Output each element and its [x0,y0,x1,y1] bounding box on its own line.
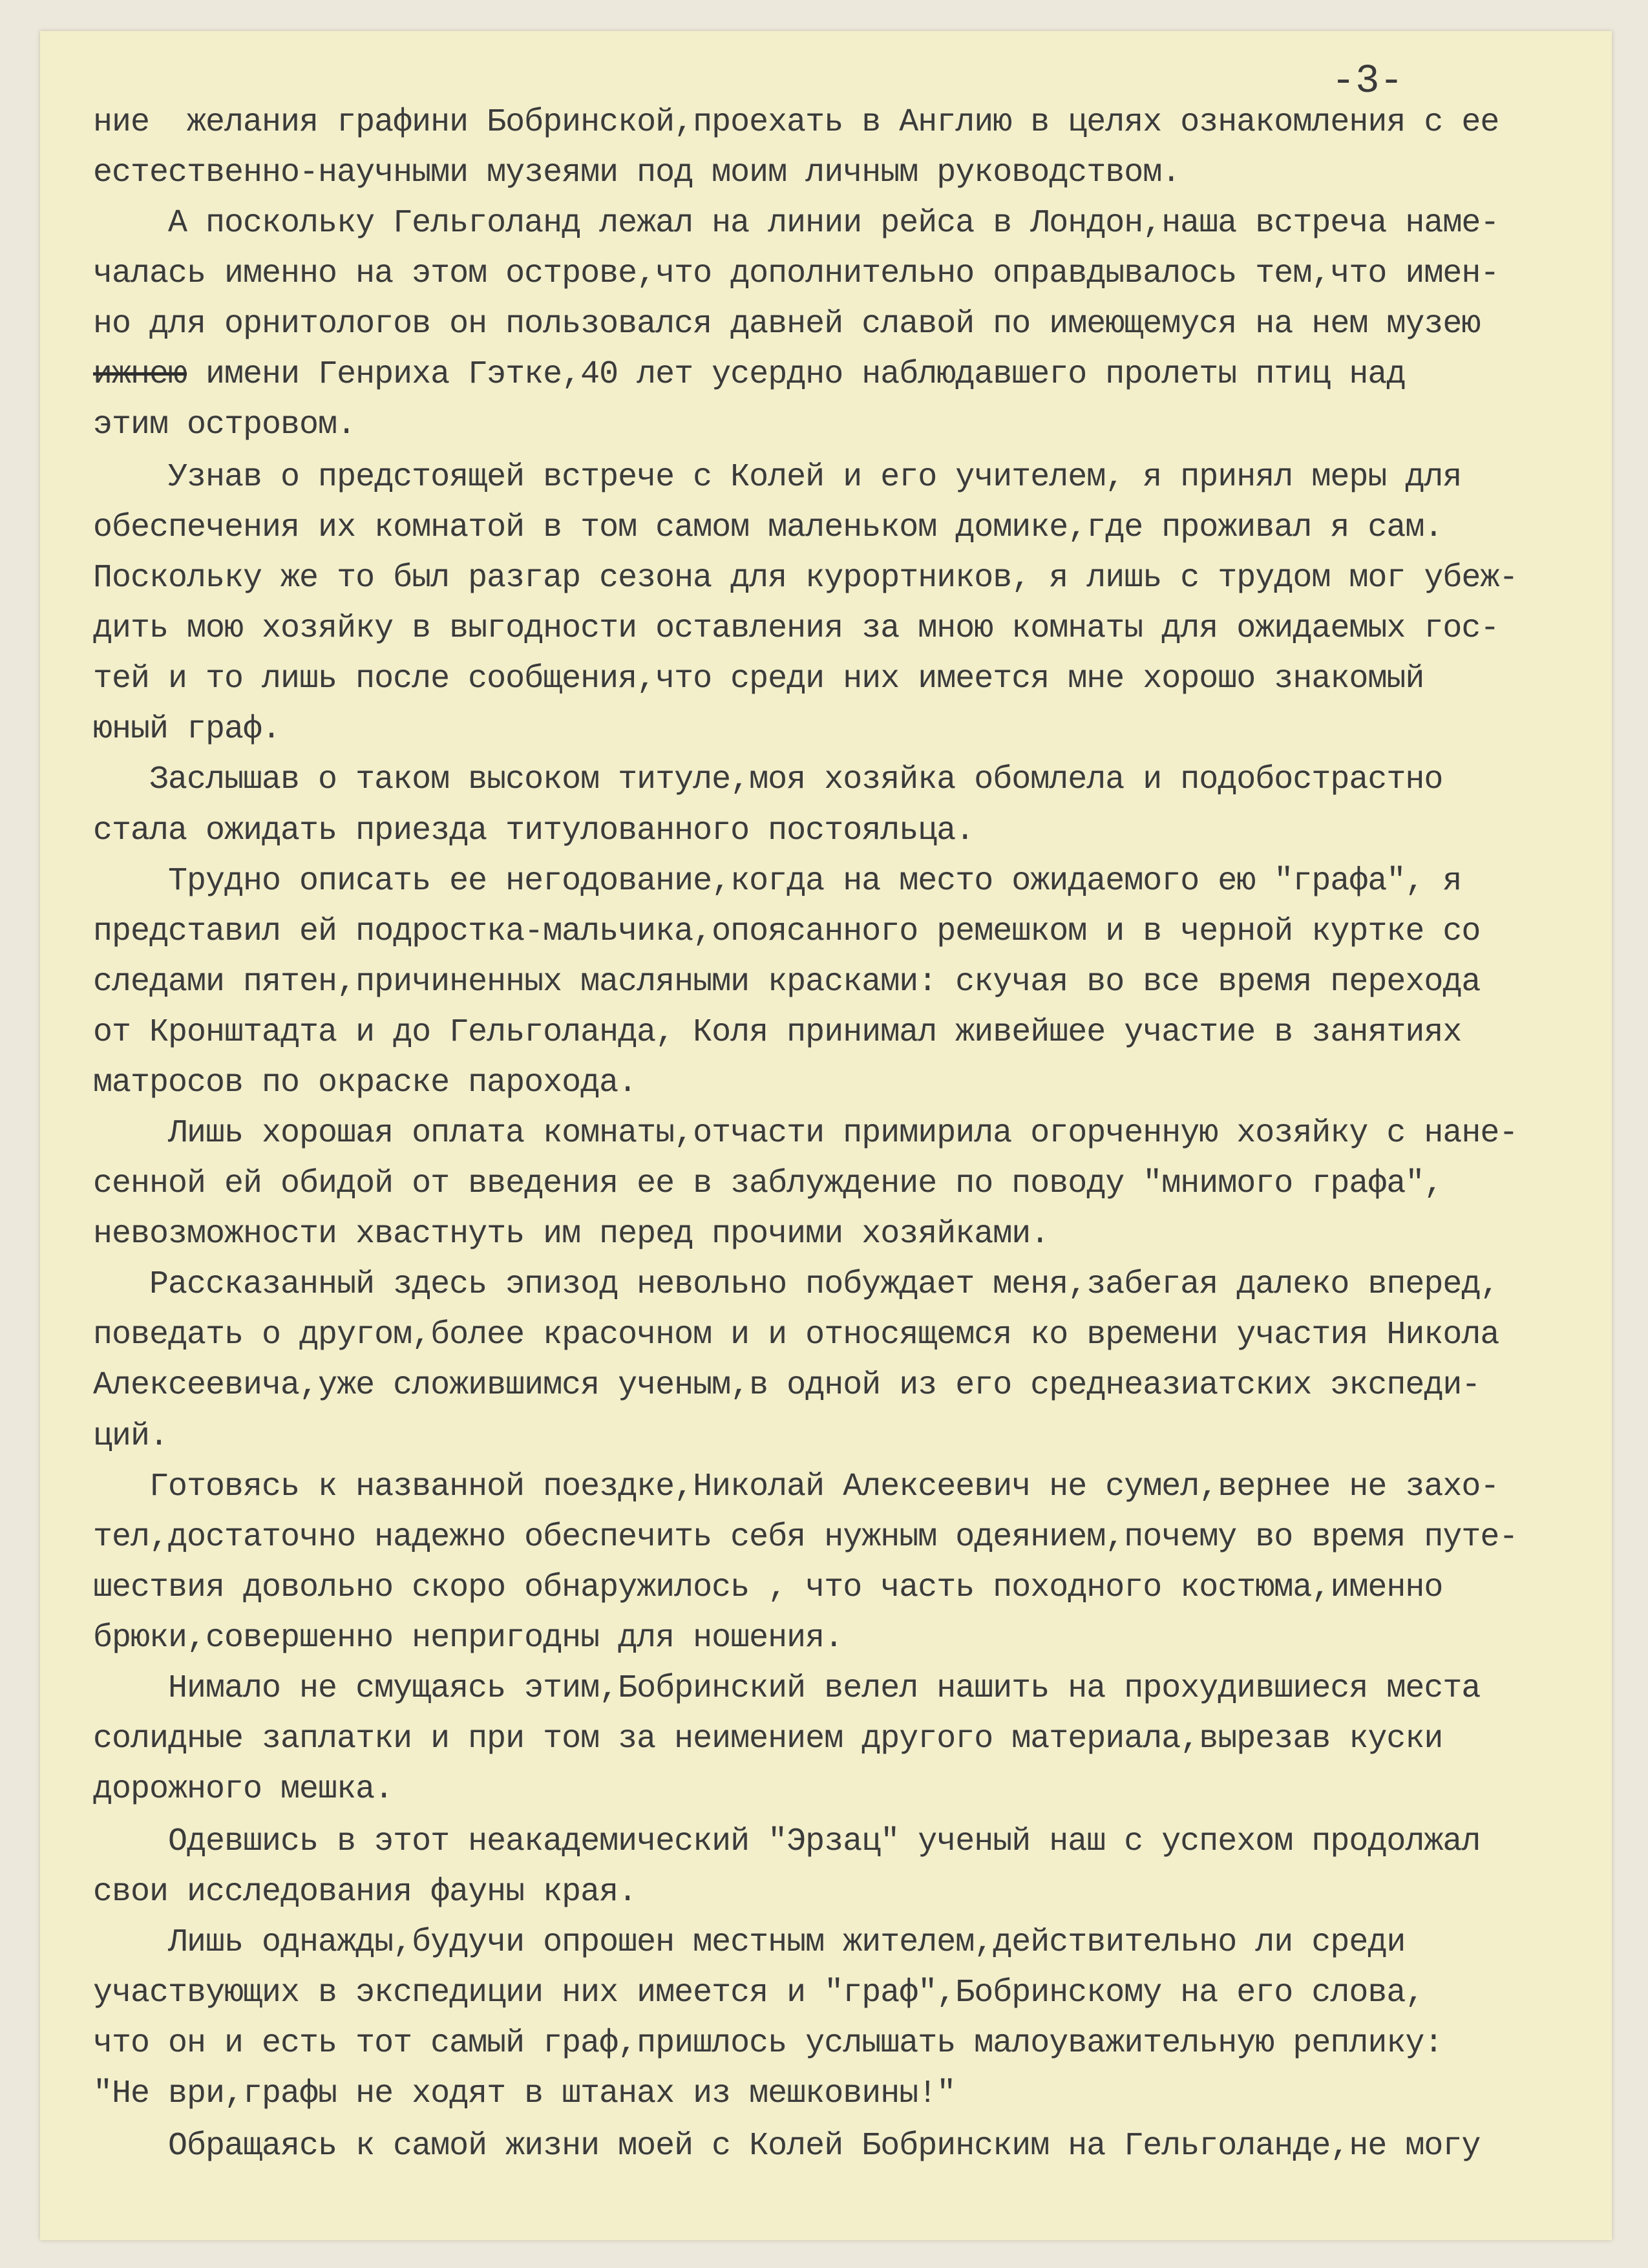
text-line [93,1063,637,1104]
line-text: обеспечения их комнатой в том самом маленьком домике,где проживал я сам. [93,509,1443,546]
line-text: ние желания графини Бобринской,проехать в Англию в целях ознакомления с ее [93,104,1499,141]
text-line [93,1668,1480,1710]
text-line [93,507,1442,549]
line-text: Одевшись в этот неакадемический "Эрзац" ученый наш с успехом продолжал [93,1823,1481,1860]
line-text: сенной ей обидой от введения ее в заблуждение по поводу "мнимого графа", [93,1165,1443,1202]
line-text: Рассказанный здесь эпизод невольно побуждает меня,забегая далеко вперед, [93,1266,1499,1303]
text-line [93,1467,1499,1508]
text-line [93,457,1461,498]
text-line [93,1163,1442,1205]
text-line [93,759,1442,801]
text-line [93,253,1499,295]
text-line [93,962,1480,1003]
line-text: но для орнитологов он пользовался давней славой по имеющемуся на нем музею [93,306,1481,343]
line-text: Алексеевича,уже сложившимся ученым,в одной из его среднеазиатских экспеди- [93,1367,1481,1404]
text-line [93,203,1499,244]
text-line [93,1821,1480,1863]
line-text: Обращаясь к самой жизни моей с Колей Бобринским на Гельголанде,не могу [93,2128,1481,2165]
text-line [93,1517,1517,1558]
line-text: естественно-научными музеями под моим личным руководством. [93,154,1181,191]
struck-out-word: ижнею [93,356,187,393]
text-line [93,1618,843,1659]
text-line [93,405,355,446]
line-text: участвующих в экспедиции них имеется и "граф",Бобринскому на его слова, [93,1975,1424,2011]
text-line [93,1315,1499,1356]
line-text: Лишь однажды,будучи опрошен местным жителем,действительно ли среди [93,1924,1406,1961]
line-text: представил ей подростка-мальчика,опоясанного ремешком и в черной куртке со [93,913,1481,950]
text-line [93,153,1180,194]
text-line [93,861,1461,902]
line-text: солидные заплатки и при том за неимением другого материала,вырезав куски [93,1721,1443,1757]
line-text: Нимало не смущаясь этим,Бобринский велел нашить на прохудившиеся места [93,1670,1481,1707]
text-line [93,911,1480,953]
typewritten-page [40,31,1612,2240]
text-line [93,608,1499,650]
text-line [93,1264,1499,1306]
line-text: следами пятен,причиненных масляными красками: скучая во все время перехода [93,964,1481,1001]
text-line [93,1365,1480,1406]
line-text: чалась именно на этом острове,что дополнительно оправдывалось тем,что имен- [93,255,1499,292]
line-text: этим островом. [93,407,356,443]
line-text: от Кронштадта и до Гельголанда, Коля принимал живейшее участие в занятиях [93,1014,1462,1051]
text-line [93,102,1499,143]
line-text: имени Генриха Гэтке,40 лет усердно наблюдавшего пролеты птиц над [206,356,1406,393]
line-text: свои исследования фауны края. [93,1874,637,1911]
line-text: матросов по окраске парохода. [93,1065,637,1101]
text-line [93,1872,637,1913]
text-line [93,2023,1442,2064]
line-text: юный граф. [93,711,281,748]
text-line [93,1769,393,1810]
line-text: Узнав о предстоящей встрече с Колей и его учителем, я принял меры для [93,459,1462,496]
text-line [93,709,280,750]
line-text: А поскольку Гельголанд лежал на линии рейса в Лондон,наша встреча наме- [93,205,1499,242]
text-line [93,558,1517,599]
line-text: стала ожидать приезда титулованного постояльца. [93,812,975,849]
text-line [93,811,974,852]
line-text: "Не ври,графы не ходят в штанах из мешковины!" [93,2075,956,2112]
text-line [93,2073,955,2115]
text-line [93,304,1480,345]
line-text: дить мою хозяйку в выгодности оставления за мною комнаты для ожидаемых гос- [93,610,1499,647]
line-text: ций. [93,1418,169,1455]
line-text: Лишь хорошая оплата комнаты,отчасти примирила огорченную хозяйку с нане- [93,1115,1518,1152]
text-line [93,1973,1424,2014]
line-text: шествия довольно скоро обнаружилось , что часть походного костюма,именно [93,1569,1443,1606]
line-text: Поскольку же то был разгар сезона для курортников, я лишь с трудом мог убеж- [93,560,1518,597]
text-line [93,2126,1480,2167]
line-text: тел,достаточно надежно обеспечить себя нужным одеянием,почему во время путе- [93,1519,1518,1556]
line-text: тей и то лишь после сообщения,что среди них имеется мне хорошо знакомый [93,661,1424,697]
line-text: дорожного мешка. [93,1771,394,1808]
text-line [93,1922,1405,1964]
text-line [93,1012,1461,1054]
text-line [93,1214,1049,1255]
line-text: брюки,совершенно непригодны для ношения. [93,1620,843,1657]
text-line [93,659,1424,700]
line-text: Готовясь к названной поездке,Николай Алексеевич не сумел,вернее не захо- [93,1468,1499,1505]
line-text: невозможности хвастнуть им перед прочими хозяйками. [93,1216,1050,1253]
text-line [93,1416,168,1457]
text-line [93,1113,1517,1154]
text-line [93,1567,1442,1609]
text-line [93,1719,1442,1760]
text-line [93,354,1405,396]
line-text: поведать о другом,более красочном и и относящемся ко времени участия Никола [93,1317,1499,1353]
line-text: Заслышав о таком высоком титуле,моя хозяйка обомлела и подобострастно [93,761,1443,798]
line-text: что он и есть тот самый граф,пришлось услышать малоуважительную реплику: [93,2025,1443,2062]
line-text: Трудно описать ее негодование,когда на место ожидаемого ею "графа", я [93,863,1462,900]
page-number: -3- [1331,58,1404,104]
